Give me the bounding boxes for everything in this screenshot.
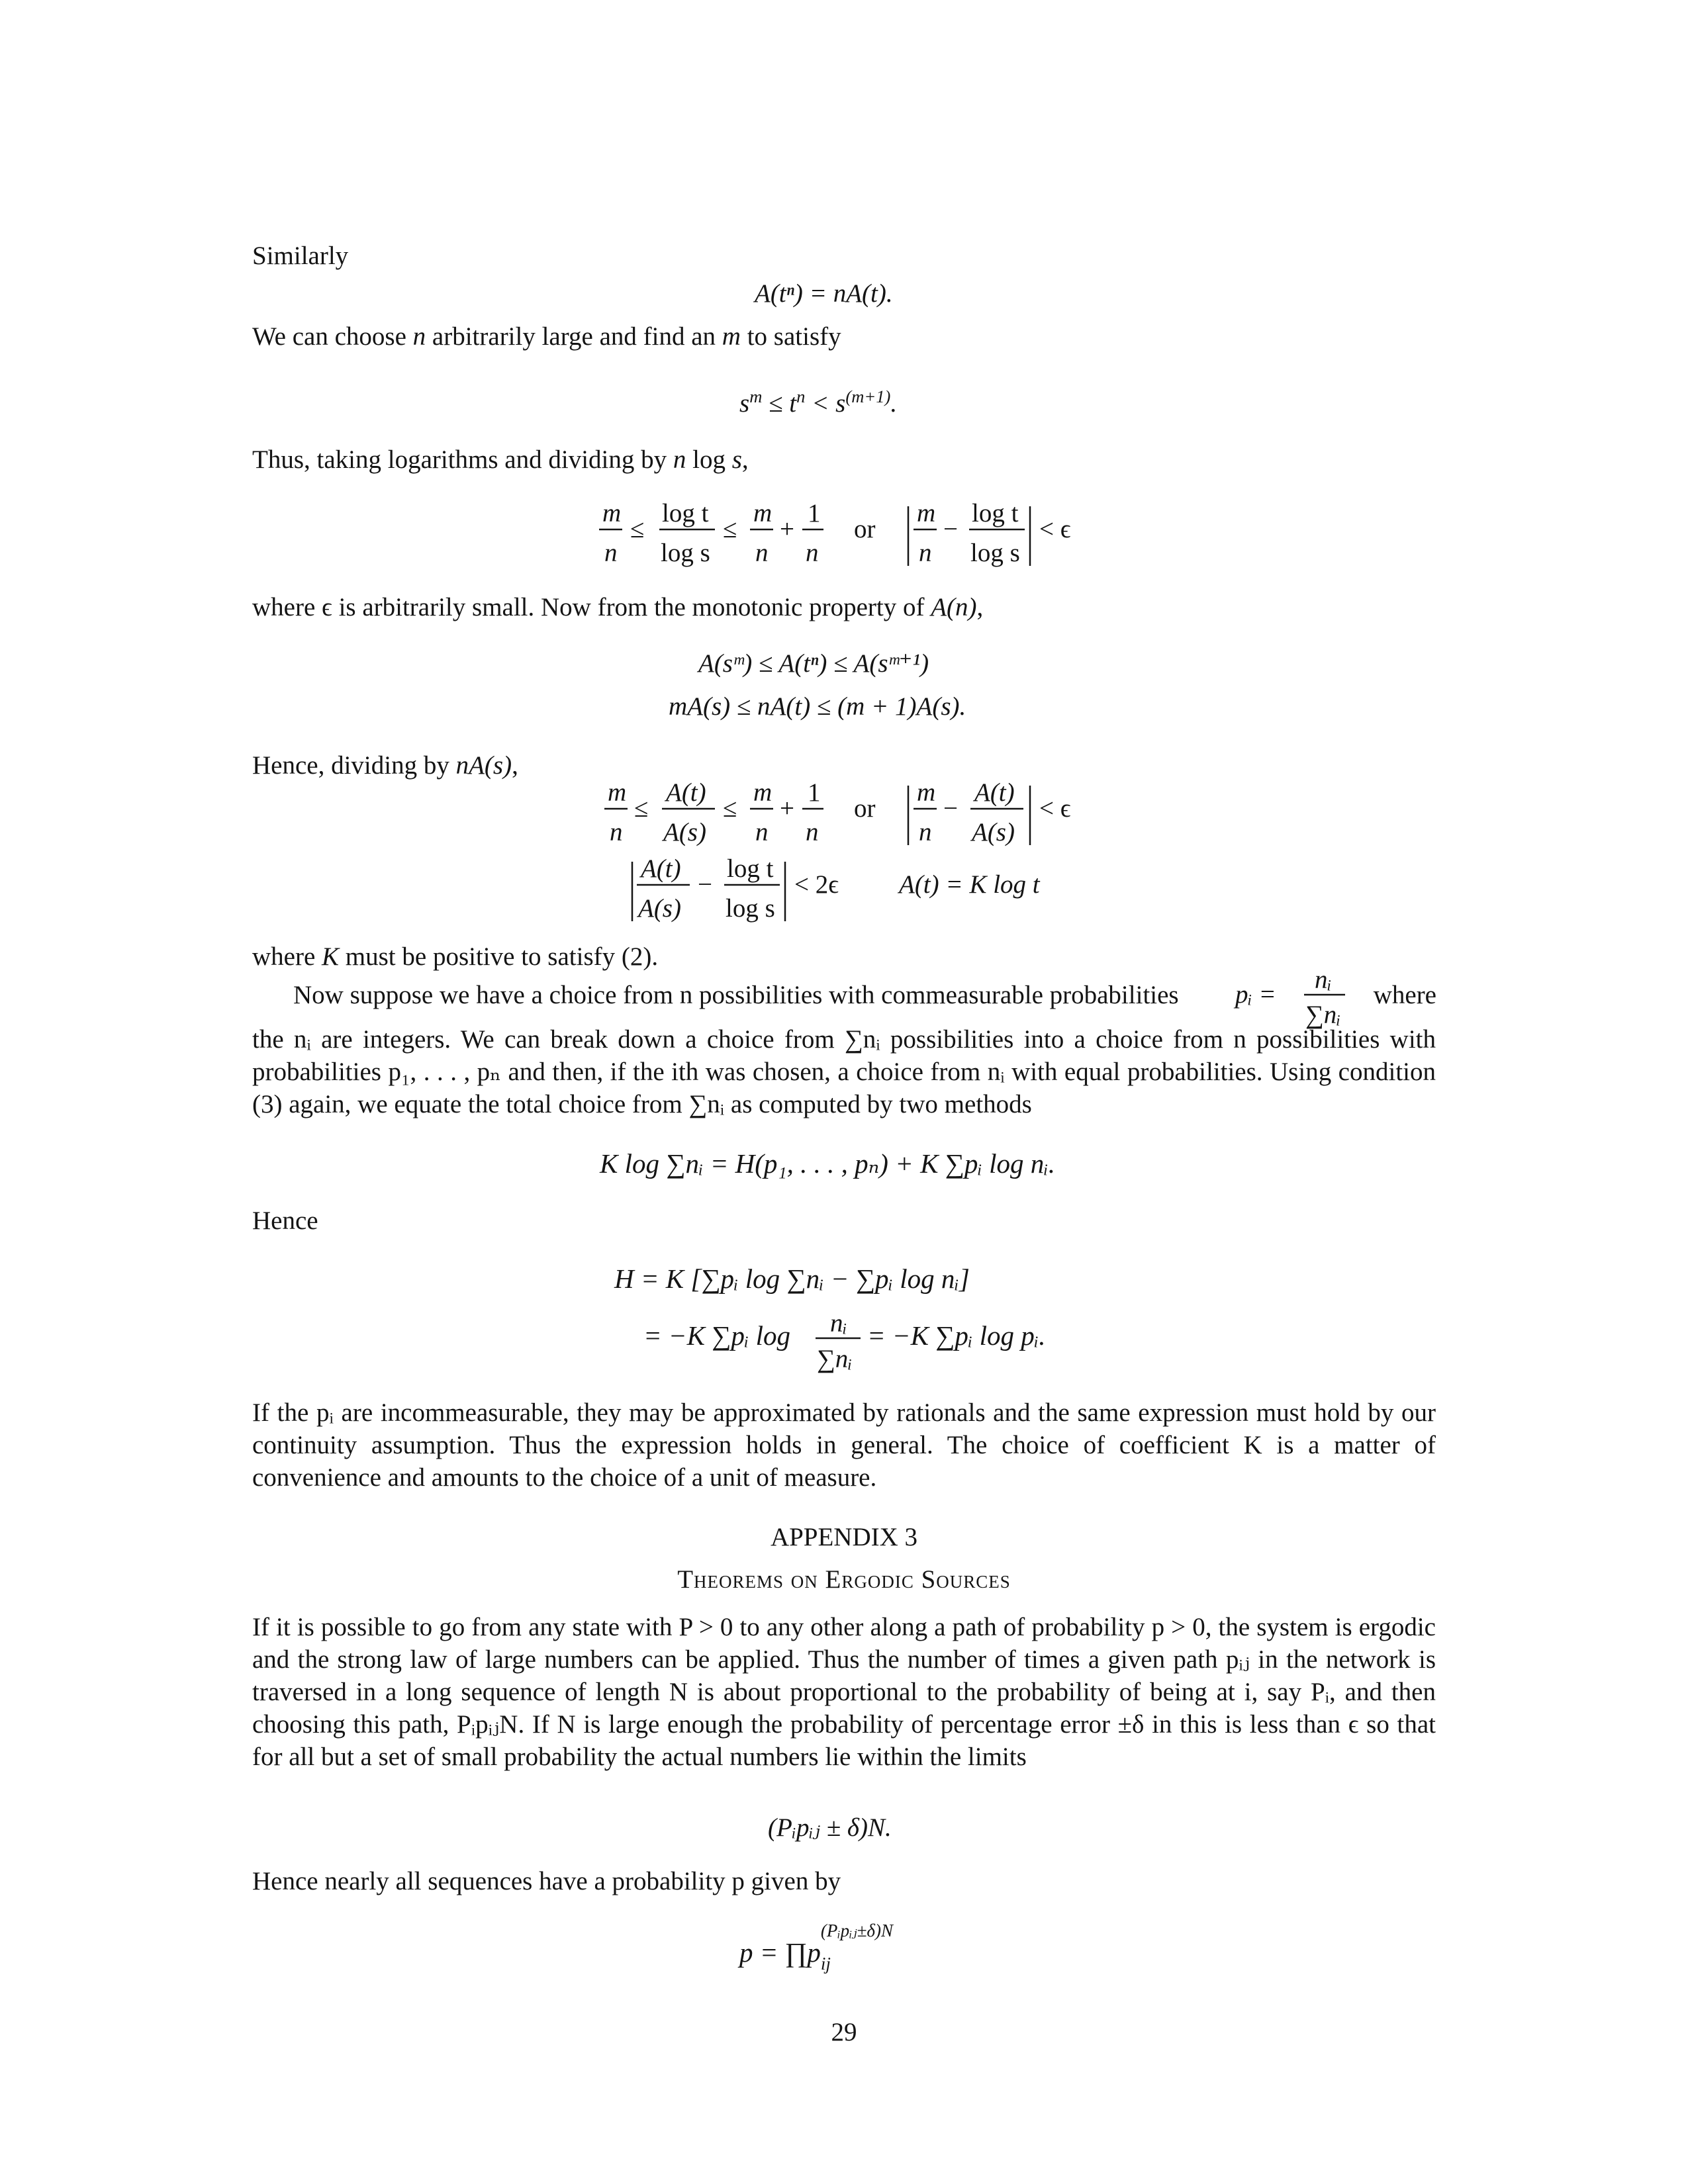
eq3-m-numerator: m: [602, 499, 622, 527]
eq5-n-2: n: [755, 818, 769, 846]
eq3-logt-2: log t: [972, 499, 1019, 527]
paragraph-incommeasurable: If the pᵢ are incommeasurable, they may be approximated by rationals and the same expression must hold by our continuity assumption. Thus the expression holds in general. The choice of coefficient K is a matter of convenience and amounts to the choice of a unit of measure.: [252, 1398, 1436, 1492]
paragraph-taking-logs: Thus, taking logarithms and dividing by n log s,: [252, 445, 749, 474]
eq5-one: 1: [808, 778, 821, 807]
eq3-lt-eps: < ϵ: [1039, 515, 1071, 543]
eq3-n-3: n: [806, 539, 819, 567]
eq5-leq-2: ≤: [723, 794, 737, 823]
paragraph-ergodic: If it is possible to go from any state with P > 0 to any other along a path of probability p > 0, the system is ergodic and the strong law of large numbers can be applied. Thus the number of times a given path pᵢⱼ in the network is traversed in a long sequence of length N is about proportional to the probability of being at i, say Pᵢ, and then choosing this path, PᵢpᵢⱼN. If N is large enough the probability of percentage error ±δ in this is less than ϵ so that for all but a set of small probability the actual numbers lie within the limits: [252, 1613, 1436, 1771]
eq5-plus: +: [780, 794, 794, 823]
paragraph-k-positive: where K must be positive to satisfy (2).: [252, 942, 659, 971]
eq7-pi: pᵢ =: [1235, 980, 1276, 1009]
paragraph-choose-n: We can choose n arbitrarily large and find an m to satisfy: [252, 322, 841, 351]
eq3-m-2: m: [753, 499, 773, 527]
eq6-logs: log s: [726, 894, 775, 923]
eq5-or: or: [854, 794, 876, 823]
eq5-leq-1: ≤: [634, 794, 649, 823]
eq5-As-1: A(s): [663, 818, 706, 846]
eq3-one: 1: [808, 499, 821, 527]
eq5-lt-eps: < ϵ: [1039, 794, 1071, 823]
equation-8: K log ∑nᵢ = H(p₁, . . . , pₙ) + K ∑pᵢ log nᵢ.: [600, 1148, 1056, 1179]
eq5-m-1: m: [608, 778, 627, 807]
paragraph-hence: Hence: [252, 1206, 318, 1235]
eq3-or: or: [854, 515, 876, 543]
equation-11: p = ∏p (Pᵢpᵢⱼ±δ)N $_{ij}$: [739, 1921, 893, 1974]
eq3-leq-1: ≤: [630, 515, 645, 543]
eq7-numerator: nᵢ: [1315, 966, 1332, 994]
eq6-rhs: A(t) = K log t: [899, 870, 1040, 899]
eq5-m-3: m: [917, 778, 936, 807]
eq6-As: A(s): [638, 894, 681, 923]
paragraph-nearly-all: Hence nearly all sequences have a probability p given by: [252, 1867, 841, 1895]
equation-4-line-1: A(sᵐ) ≤ A(tⁿ) ≤ A(sᵐ⁺¹): [698, 649, 929, 678]
eq3-logt-numerator: log t: [662, 499, 709, 527]
eq6-lt-2eps: < 2ϵ: [794, 870, 839, 899]
eq9-frac-den: ∑nᵢ: [817, 1345, 853, 1373]
eq5-At-2: A(t): [974, 778, 1015, 807]
equation-9-line-1: H = K [∑pᵢ log ∑nᵢ − ∑pᵢ log nᵢ]: [614, 1263, 970, 1294]
eq3-leq-2: ≤: [723, 515, 737, 543]
eq5-At-1: A(t): [666, 778, 706, 807]
eq5-n-3: n: [806, 818, 819, 846]
eq5-As-2: A(s): [972, 818, 1015, 846]
eq6-minus: −: [698, 870, 712, 899]
eq9-line2-a: = −K ∑pᵢ log: [643, 1320, 791, 1351]
eq3-logs-denominator: log s: [661, 539, 710, 567]
eq6-logt: log t: [727, 854, 774, 883]
eq3-plus: +: [780, 515, 794, 543]
paragraph-dividing: Hence, dividing by nA(s),: [252, 751, 518, 780]
eq9-frac-num: nᵢ: [830, 1309, 847, 1338]
eq7-denominator: ∑nᵢ: [1305, 1001, 1341, 1029]
section-heading: Theorems on Ergodic Sources: [677, 1565, 1011, 1594]
equation-2: $s^m \le t^n < s^{(m+1)}$.: [739, 387, 898, 418]
paragraph-monotonic: where ϵ is arbitrarily small. Now from the monotonic property of A(n),: [252, 593, 984, 621]
eq5-n-1: n: [610, 818, 623, 846]
eq5-minus: −: [943, 794, 958, 823]
eq3-n-4: n: [919, 539, 932, 567]
eq5-m-2: m: [753, 778, 773, 807]
eq3-n-2: n: [755, 539, 769, 567]
eq3-m-3: m: [917, 499, 936, 527]
eq5-n-4: n: [919, 818, 932, 846]
equation-1: A(tⁿ) = nA(t).: [755, 279, 893, 308]
equation-10: (Pᵢpᵢⱼ ± δ)N.: [768, 1813, 892, 1842]
eq3-n-denominator: n: [604, 539, 618, 567]
eq3-logs-2: log s: [970, 539, 1020, 567]
paragraph-break-down: the nᵢ are integers. We can break down a choice from ∑nᵢ possibilities into a choice from n possibilities with probabilities p₁, . . . , pₙ and then, if the ith was chosen, a choice from nᵢ with equal probabilities. Using condition (3) again, we equate the total choice from ∑nᵢ as computed by two methods: [252, 1025, 1436, 1118]
paragraph-similarly: Similarly: [252, 242, 349, 270]
eq3-minus: −: [943, 515, 958, 543]
eq6-At: A(t): [641, 854, 681, 883]
paragraph-commeasurable: Now suppose we have a choice from n possibilities with commeasurable probabilities: [293, 981, 1179, 1009]
paragraph-commeasurable-where: where: [1373, 981, 1436, 1009]
appendix-heading: APPENDIX 3: [770, 1523, 918, 1551]
equation-4-line-2: mA(s) ≤ nA(t) ≤ (m + 1)A(s).: [669, 692, 966, 721]
eq9-line2-b: = −K ∑pᵢ log pᵢ.: [867, 1320, 1046, 1351]
page-number: 29: [831, 2018, 857, 2046]
